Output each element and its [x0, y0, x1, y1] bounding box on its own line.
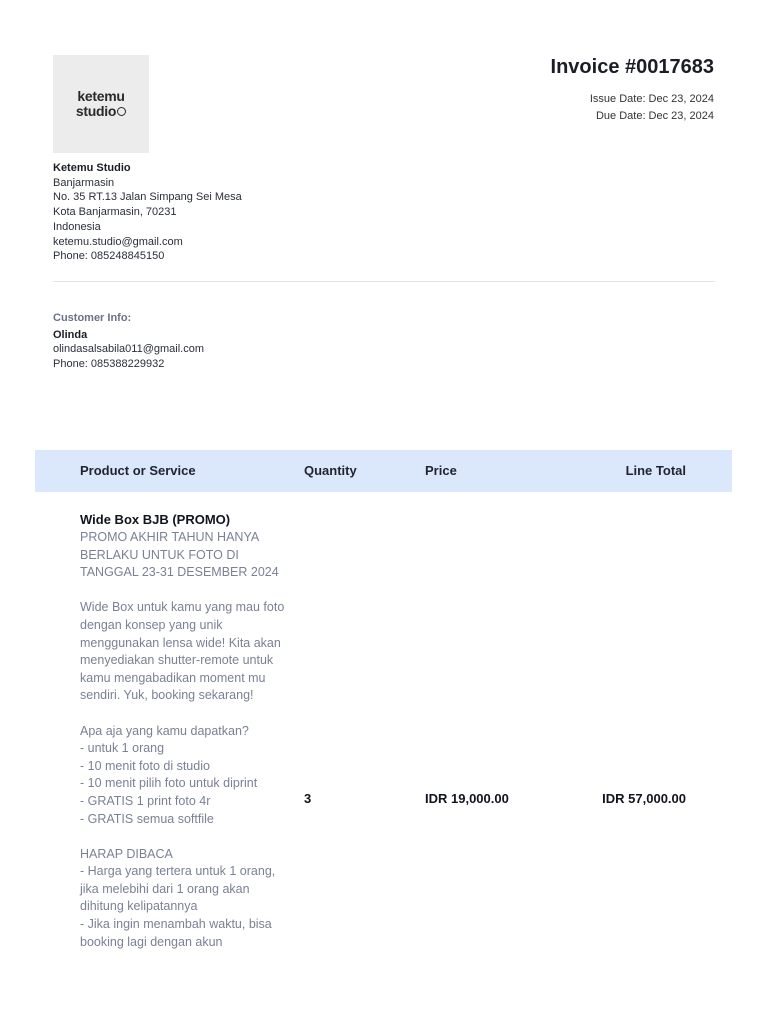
table-row: [35, 492, 732, 1024]
company-info: [53, 161, 242, 264]
item-description: PROMO AKHIR TAHUN HANYA BERLAKU UNTUK FOTO DI TANGGAL 23-31 DESEMBER 2024 Wide Box untuk kamu yang mau foto dengan konsep yang unik menggunakan lensa wide! Kita akan menyediakan shutter-remote untuk kamu mengabadikan moment mu sendiri. Yuk, booking sekarang! Apa aja yang kamu dapatkan? - untuk 1 orang - 10 menit foto di studio - 10 menit pilih foto untuk diprint - GRATIS 1 print foto 4r - GRATIS semua softfile HARAP DIBACA - Harga yang tertera untuk 1 orang, jika melebihi dari 1 orang akan dihitung kelipatannya - Jika ingin menambah waktu, bisa booking lagi dengan akun: [80, 530, 285, 949]
company-name: Ketemu Studio: [53, 162, 131, 174]
header-price: Price: [425, 463, 457, 478]
company-phone: Phone: 085248845150: [53, 250, 165, 263]
table-header: [35, 450, 732, 492]
header-line-total: Line Total: [625, 463, 686, 478]
company-logo: [53, 55, 149, 153]
customer-email: olindasalsabila011@gmail.com: [53, 343, 204, 356]
item-quantity: 3: [304, 791, 312, 806]
header-quantity: Quantity: [304, 463, 357, 478]
company-country: Indonesia: [53, 220, 101, 233]
customer-label: Customer Info:: [53, 312, 132, 324]
item-line-total: IDR 57,000.00: [602, 791, 686, 806]
invoice-header: [551, 56, 714, 125]
company-address: No. 35 RT.13 Jalan Simpang Sei Mesa: [53, 191, 242, 204]
section-divider: [53, 281, 715, 282]
logo-text-line1: ketemu: [77, 88, 125, 104]
issue-date: Issue Date: Dec 23, 2024: [589, 93, 714, 105]
item-price: IDR 19,000.00: [425, 791, 509, 806]
due-date: Due Date: Dec 23, 2024: [595, 110, 714, 122]
invoice-title: Invoice #0017683: [550, 56, 714, 78]
logo-text-line2: studio: [76, 104, 126, 119]
company-email: ketemu.studio@gmail.com: [53, 235, 183, 248]
customer-phone: Phone: 085388229932: [53, 358, 165, 371]
customer-name: Olinda: [53, 328, 88, 341]
customer-info: [53, 311, 204, 372]
item-name: Wide Box BJB (PROMO): [80, 512, 231, 527]
company-postal: Kota Banjarmasin, 70231: [53, 206, 177, 219]
logo-mark-icon: [117, 107, 126, 116]
header-product: Product or Service: [80, 463, 196, 478]
company-city: Banjarmasin: [53, 176, 115, 189]
